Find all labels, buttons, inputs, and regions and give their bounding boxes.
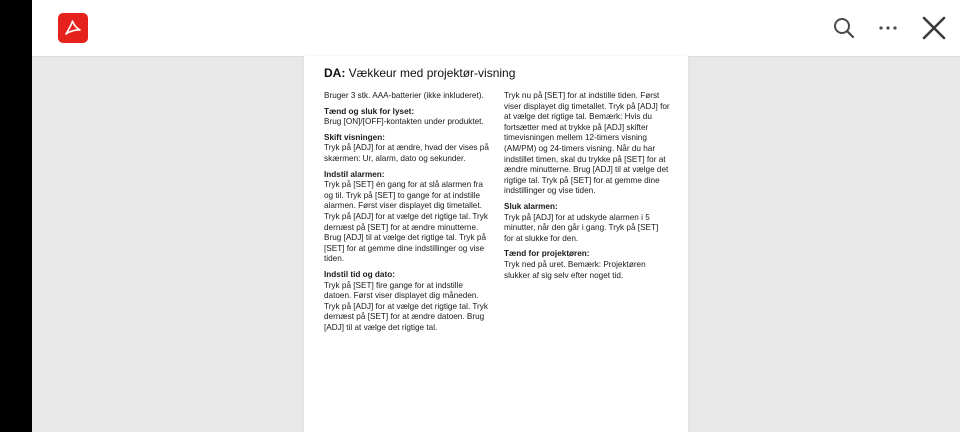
paragraph	[324, 91, 490, 102]
section-heading: Skift visningen:	[324, 132, 385, 142]
left-text-column	[324, 91, 490, 338]
top-toolbar	[32, 0, 960, 57]
title-language-prefix: DA:	[324, 66, 346, 80]
paragraph	[324, 133, 490, 165]
close-icon[interactable]	[920, 14, 948, 42]
paragraph	[324, 107, 490, 128]
section-heading: Tænd for projektøren:	[504, 249, 590, 259]
document-title	[324, 66, 515, 80]
paragraph	[324, 270, 490, 334]
paragraph-body: Bruger 3 stk. AAA-batterier (ikke inkluderet).	[324, 91, 484, 100]
paragraph-body: Tryk på [SET] én gang for at slå alarmen fra og til. Tryk på [SET] to gange for at indstille alarmen. Først viser displayet dig timetallet. Tryk på [ADJ] for at vælge det rigtige tal. Tryk dernæst på [SET] for at ændre minutterne. Brug [ADJ] til at vælge det rigtige tal. Tryk på [SET] for at gemme dine indstillinger og vise tiden.	[324, 180, 488, 264]
paragraph-body: Brug [ON]/[OFF]-kontakten under produktet.	[324, 117, 484, 127]
section-heading: Indstil alarmen:	[324, 169, 385, 179]
paragraph-body: Tryk på [ADJ] for at udskyde alarmen i 5 minutter, når den går i gang. Tryk på [SET] for at slukke for den.	[504, 212, 659, 243]
right-text-column	[504, 91, 670, 286]
section-heading: Indstil tid og dato:	[324, 269, 395, 279]
section-heading: Sluk alarmen:	[504, 201, 558, 211]
paragraph-body: Tryk nu på [SET] for at indstille tiden. Først viser displayet dig timetallet. Tryk på [ADJ] for at vælge det rigtige tal. Bemærk: Hvis du fortsætter med at trykke på [ADJ] skifter timevisningen mellem 12-timers visning (AM/PM) og 24-timers visning. Når du har indstillet timen, skal du trykke på [SET] for at ændre minutterne. Brug [ADJ] til at vælge det rigtige tal. Tryk på [SET] for at gemme dine indstillinger og vise tiden.	[504, 91, 670, 196]
viewer-screen	[32, 0, 960, 432]
section-heading: Tænd og sluk for lyset:	[324, 106, 415, 116]
paragraph	[324, 170, 490, 265]
paragraph	[504, 91, 670, 197]
paragraph-body: Tryk på [ADJ] for at ændre, hvad der vises på skærmen: Ur, alarm, dato og sekunder.	[324, 143, 489, 163]
paragraph-body: Tryk ned på uret. Bemærk: Projektøren slukker af sig selv efter noget tid.	[504, 259, 646, 280]
paragraph	[504, 202, 670, 244]
search-icon[interactable]	[830, 14, 858, 42]
document-page[interactable]	[304, 56, 688, 432]
paragraph-body: Tryk på [SET] fire gange for at indstille datoen. Først viser displayet dig måneden. Tryk på [ADJ] for at vælge det rigtige tal. Tryk dernæst på [SET] for at ændre datoen. Brug [ADJ] til at vælge det rigtige tal.	[324, 280, 488, 332]
paragraph	[504, 249, 670, 281]
title-text: Vækkeur med projektør-visning	[345, 66, 516, 80]
more-horizontal-icon[interactable]	[874, 14, 902, 42]
adobe-acrobat-icon[interactable]	[58, 13, 88, 43]
acrobat-logo-glyph	[63, 18, 83, 38]
